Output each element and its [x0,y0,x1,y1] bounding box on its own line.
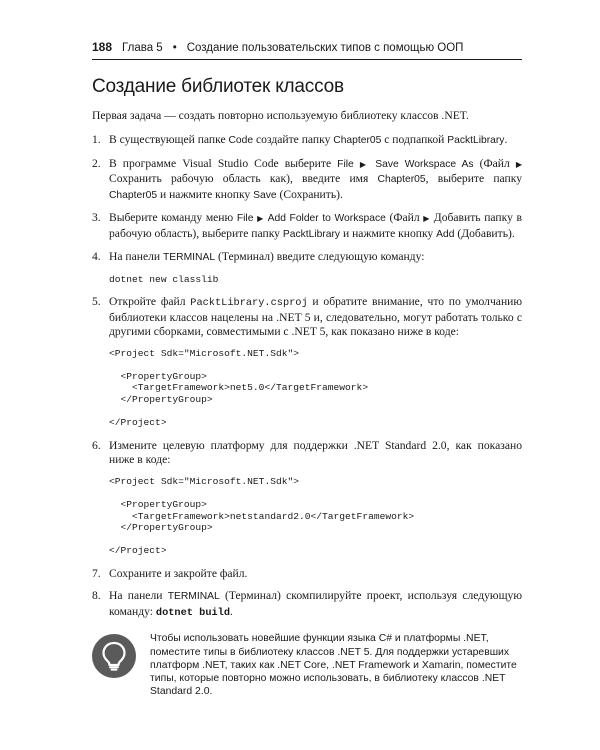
step-3 [92,211,522,242]
ui-term: Add [436,228,455,240]
step-text: На панели TERMINAL (Терминал) скомпилируйте проект, используя следующую команду: dotnet build. [109,589,522,619]
step-text: Откройте файл PacktLibrary.csproj и обратите внимание, что по умолчанию библиотеки классов нацелены на .NET 5 и, следовательно, могут работать только с другими сборками, совместимыми с .NET 5, как показано ниже в коде: [109,295,523,339]
chapter-title: Создание пользовательских типов с помощью ООП [186,42,464,54]
step-number: 8. [92,589,101,603]
menu-arrow-icon: ▶ [359,159,370,169]
ui-term: File [337,158,354,170]
step-7 [92,567,522,582]
tip-box [92,632,522,698]
ui-term: Save [253,189,277,201]
ui-term: PacktLibrary [447,135,505,146]
step-text: Сохраните и закройте файл. [109,566,248,580]
code-block-net5: <Project Sdk="Microsoft.NET.Sdk"> <PropertyGroup> <TargetFramework>net5.0</TargetFramework> </PropertyGroup> </Project> [109,347,369,429]
ui-term: PacktLibrary [282,228,341,240]
step-number: 7. [92,566,101,580]
step-5 [92,295,522,340]
step-text: В существующей папке Code создайте папку Chapter05 с подпапкой PacktLibrary. [109,133,508,146]
step-2 [92,157,522,204]
ui-term: Chapter05 [333,135,382,146]
code-block-command: dotnet new classlib [109,273,219,285]
menu-arrow-icon: ▶ [423,214,431,223]
section-title: Создание библиотек классов [92,76,344,97]
step-8 [92,589,522,620]
step-number: 2. [92,156,101,170]
step-4 [92,250,522,266]
ui-term: Code [228,135,254,146]
step-6 [92,439,522,468]
header-bullet: • [172,42,177,54]
book-page [92,40,522,698]
ui-term: Chapter05 [377,174,426,185]
menu-arrow-icon: ▶ [515,159,522,169]
step-text: Измените целевую платформу для поддержки .NET Standard 2.0, как показано ниже в коде: [109,438,522,467]
step-text: На панели TERMINAL (Терминал) введите следующую команду: [109,250,425,263]
ui-term: Chapter05 [109,189,158,201]
chapter-label: Глава 5 [122,42,163,54]
step-text: Выберите команду меню File ▶ Add Folder to Workspace (Файл ▶ Добавить папку в рабочую область), выберите папку PacktLibrary и нажмите кнопку Add (Добавить). [109,211,523,240]
inline-code: dotnet build [155,606,231,619]
inline-code: PacktLibrary.csproj [190,297,308,310]
code-block-netstandard: <Project Sdk="Microsoft.NET.Sdk"> <PropertyGroup> <TargetFramework>netstandard2.0</TargetFramework> </PropertyGroup> </Project> [109,475,415,557]
step-1 [92,133,522,149]
running-header [92,40,522,60]
intro-paragraph: Первая задача — создать повторно используемую библиотеку классов .NET. [92,109,469,122]
step-number: 1. [92,133,101,146]
menu-arrow-icon: ▶ [257,214,264,223]
step-number: 3. [92,211,101,224]
step-number: 6. [92,438,101,452]
ui-term: File [236,213,254,224]
page-number: 188 [92,40,113,54]
ui-term: TERMINAL [163,252,216,263]
tip-text: Чтобы использовать новейшие функции языка C# и платформы .NET, поместите типы в библиотеку классов .NET 5. Для поддержки устаревших платформ .NET, таких как .NET Core, .NET Framework и Xamarin, поместите типы, которые повторно можно использовать, в библиотеку классов .NET Standard 2.0. [150,633,517,698]
ui-term: Save Workspace As [375,158,474,170]
step-number: 5. [92,295,101,309]
lightbulb-icon [92,634,136,678]
step-text: В программе Visual Studio Code выберите File ▶ Save Workspace As (Файл ▶ Сохранить рабочую область как), введите имя Chapter05, выберите папку Chapter05 и нажмите кнопку Save (Сохранить). [109,156,522,201]
ui-term: Add Folder to Workspace [267,213,386,224]
ui-term: TERMINAL [167,591,220,603]
step-number: 4. [92,250,101,263]
